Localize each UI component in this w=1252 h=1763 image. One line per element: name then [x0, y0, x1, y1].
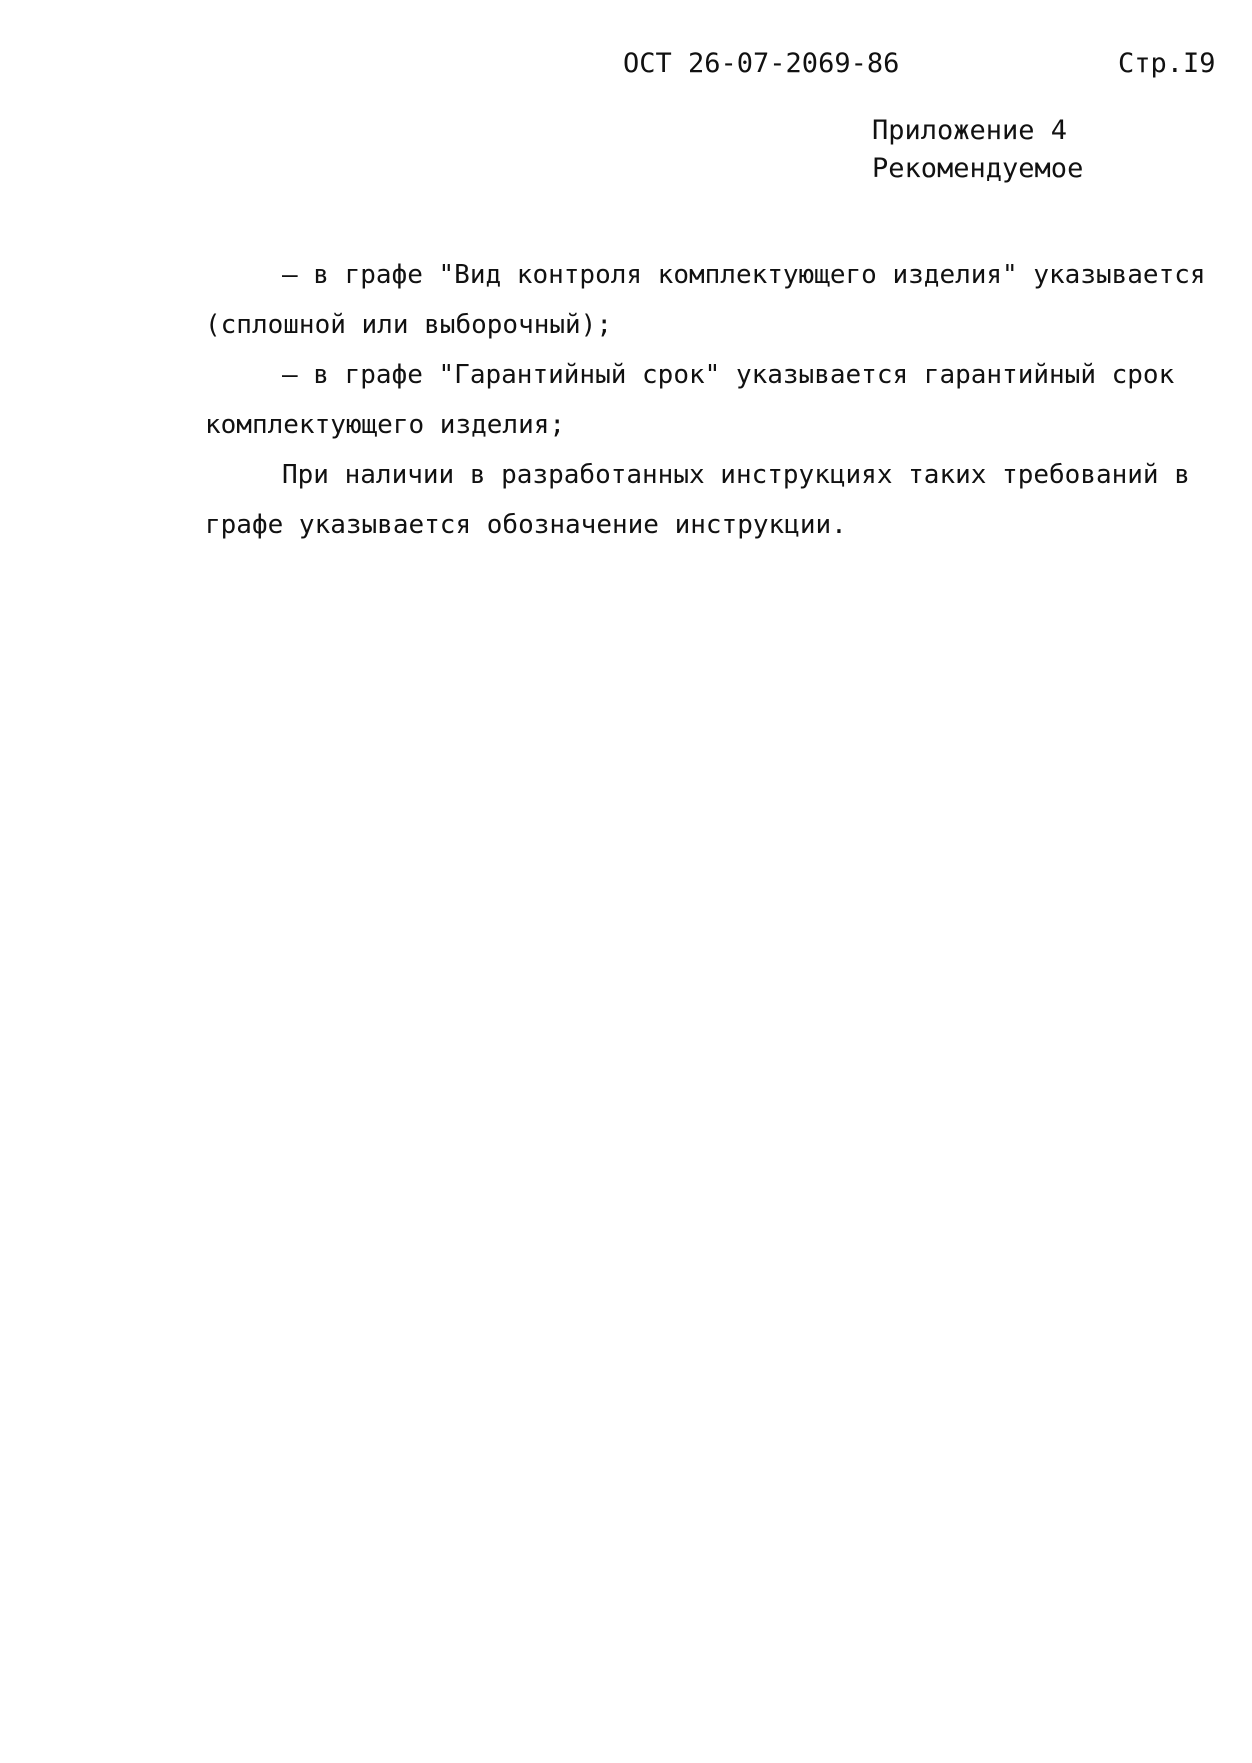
document-body: [205, 250, 1215, 550]
paragraph-line-1: – в графе "Вид контроля комплектующего изделия" указывается: [282, 260, 1206, 290]
paragraph-line-6: графе указывается обозначение инструкции.: [205, 510, 847, 540]
paragraph-line-4: комплектующего изделия;: [205, 410, 566, 440]
appendix-status: Рекомендуемое: [872, 153, 1084, 184]
paragraph-line-3: – в графе "Гарантийный срок" указывается гарантийный срок: [282, 360, 1175, 390]
paragraph-line-2: (сплошной или выборочный);: [205, 310, 612, 340]
appendix-title: Приложение 4: [872, 115, 1068, 146]
paragraph-line-5: При наличии в разработанных инструкциях таких требований в: [282, 460, 1190, 490]
page-number: Стр.I9: [1118, 48, 1216, 79]
appendix-block: [872, 112, 1083, 188]
document-code: ОСТ 26-07-2069-86: [623, 48, 900, 79]
